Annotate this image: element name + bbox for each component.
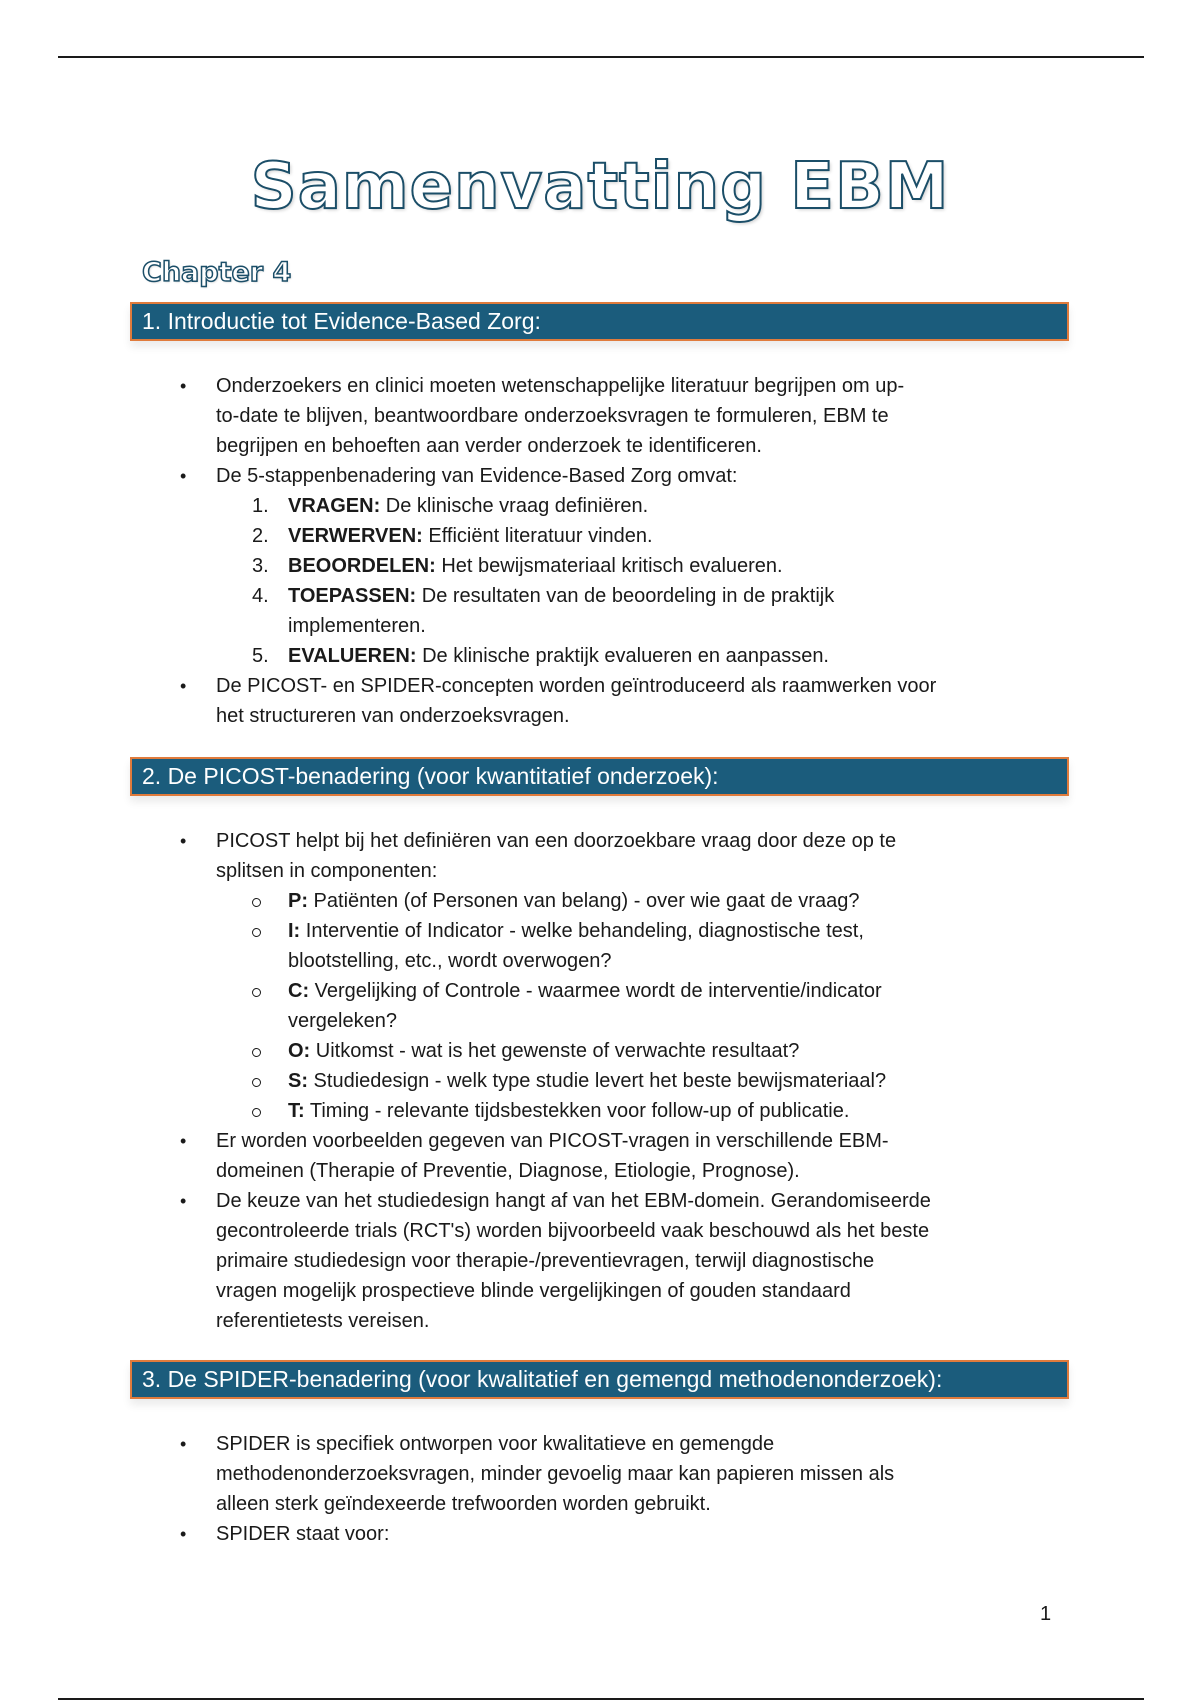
picost-term: S: bbox=[288, 1070, 308, 1092]
picost-item bbox=[0, 976, 1200, 1006]
bullet: • bbox=[180, 1434, 187, 1454]
step-term: EVALUEREN: bbox=[288, 645, 417, 667]
bullet: • bbox=[180, 1131, 187, 1151]
page-title: Samenvatting EBM bbox=[250, 150, 950, 224]
bullet-text-line: De 5-stappenbenadering van Evidence-Based Zorg omvat: bbox=[216, 465, 738, 487]
step-number: 3. bbox=[252, 555, 269, 577]
circle-bullet-icon bbox=[252, 988, 261, 997]
step-text: Het bewijsmateriaal kritisch evalueren. bbox=[435, 555, 783, 577]
section-header-2: 2. De PICOST-benadering (voor kwantitatief onderzoek): bbox=[130, 757, 1069, 796]
bullet-text-line: Er worden voorbeelden gegeven van PICOST-vragen in verschillende EBM- bbox=[216, 1130, 889, 1152]
bullet: • bbox=[180, 1524, 187, 1544]
picost-item bbox=[0, 916, 1200, 946]
step-item bbox=[0, 551, 1200, 581]
step-text: De resultaten van de beoordeling in de praktijk bbox=[416, 585, 835, 607]
bullet-text-line: begrijpen en behoeften aan verder onderzoek te identificeren. bbox=[216, 435, 762, 457]
bullet-text-line: domeinen (Therapie of Preventie, Diagnose, Etiologie, Prognose). bbox=[216, 1160, 800, 1182]
chapter-heading: Chapter 4 bbox=[142, 257, 292, 288]
bullet: • bbox=[180, 676, 187, 696]
list-item bbox=[0, 826, 1200, 856]
step-text: De klinische vraag definiëren. bbox=[380, 495, 649, 517]
top-rule bbox=[58, 56, 1144, 58]
bullet: • bbox=[180, 466, 187, 486]
section-3-body bbox=[0, 1429, 1200, 1549]
bullet-text-line: SPIDER is specifiek ontworpen voor kwalitatieve en gemengde bbox=[216, 1433, 775, 1455]
step-number: 5. bbox=[252, 645, 269, 667]
bullet-text-line: SPIDER staat voor: bbox=[216, 1523, 390, 1545]
step-term: VERWERVEN: bbox=[288, 525, 423, 547]
picost-text: Studiedesign - welk type studie levert het beste bewijsmateriaal? bbox=[308, 1070, 887, 1092]
picost-item bbox=[0, 1036, 1200, 1066]
bullet-text-line: to-date te blijven, beantwoordbare onderzoeksvragen te formuleren, EBM te bbox=[216, 405, 889, 427]
picost-item bbox=[0, 1096, 1200, 1126]
step-number: 1. bbox=[252, 495, 269, 517]
picost-term: P: bbox=[288, 890, 308, 912]
bullet-text-line: Onderzoekers en clinici moeten wetenschappelijke literatuur begrijpen om up- bbox=[216, 375, 905, 397]
list-item bbox=[0, 461, 1200, 491]
list-item bbox=[0, 1186, 1200, 1216]
bullet-text-line: PICOST helpt bij het definiëren van een doorzoekbare vraag door deze op te bbox=[216, 830, 897, 852]
bullet: • bbox=[180, 831, 187, 851]
list-item bbox=[0, 1519, 1200, 1549]
picost-text: Timing - relevante tijdsbestekken voor follow-up of publicatie. bbox=[304, 1100, 850, 1122]
bullet-text-line: vragen mogelijk prospectieve blinde vergelijkingen of gouden standaard bbox=[216, 1280, 851, 1302]
bullet-text-line: primaire studiedesign voor therapie-/preventievragen, terwijl diagnostische bbox=[216, 1250, 875, 1272]
bullet-text-line: De keuze van het studiedesign hangt af van het EBM-domein. Gerandomiseerde bbox=[216, 1190, 931, 1212]
picost-item bbox=[0, 886, 1200, 916]
step-text-continued: implementeren. bbox=[288, 615, 426, 637]
circle-bullet-icon bbox=[252, 928, 261, 937]
section-header-3: 3. De SPIDER-benadering (voor kwalitatief en gemengd methodenonderzoek): bbox=[130, 1360, 1069, 1399]
picost-term: I: bbox=[288, 920, 301, 942]
circle-bullet-icon bbox=[252, 898, 261, 907]
bullet-text-line: splitsen in componenten: bbox=[216, 860, 438, 882]
step-number: 4. bbox=[252, 585, 269, 607]
picost-item bbox=[0, 1066, 1200, 1096]
step-text: De klinische praktijk evalueren en aanpassen. bbox=[416, 645, 829, 667]
picost-term: O: bbox=[288, 1040, 311, 1062]
list-item bbox=[0, 1126, 1200, 1156]
bullet: • bbox=[180, 1191, 187, 1211]
step-term: BEOORDELEN: bbox=[288, 555, 436, 577]
picost-text-continued: blootstelling, etc., wordt overwogen? bbox=[288, 950, 612, 972]
list-item bbox=[0, 671, 1200, 701]
step-item bbox=[0, 521, 1200, 551]
circle-bullet-icon bbox=[252, 1078, 261, 1087]
list-item bbox=[0, 371, 1200, 401]
step-term: VRAGEN: bbox=[288, 495, 381, 517]
picost-term: C: bbox=[288, 980, 310, 1002]
list-item bbox=[0, 1429, 1200, 1459]
picost-text: Vergelijking of Controle - waarmee wordt de interventie/indicator bbox=[309, 980, 882, 1002]
bullet: • bbox=[180, 376, 187, 396]
picost-text: Patiënten (of Personen van belang) - over wie gaat de vraag? bbox=[308, 890, 860, 912]
bullet-text-line: De PICOST- en SPIDER-concepten worden geïntroduceerd als raamwerken voor bbox=[216, 675, 937, 697]
step-number: 2. bbox=[252, 525, 269, 547]
bullet-text-line: alleen sterk geïndexeerde trefwoorden worden gebruikt. bbox=[216, 1493, 711, 1515]
bullet-text-line: referentietests vereisen. bbox=[216, 1310, 430, 1332]
section-1-body bbox=[0, 371, 1200, 731]
step-item bbox=[0, 641, 1200, 671]
picost-term: T: bbox=[288, 1100, 305, 1122]
bullet-text-line: het structureren van onderzoeksvragen. bbox=[216, 705, 570, 727]
page-number: 1 bbox=[1040, 1603, 1052, 1625]
bullet-text-line: methodenonderzoeksvragen, minder gevoelig maar kan papieren missen als bbox=[216, 1463, 895, 1485]
step-item bbox=[0, 581, 1200, 611]
circle-bullet-icon bbox=[252, 1108, 261, 1117]
step-term: TOEPASSEN: bbox=[288, 585, 417, 607]
picost-text: Uitkomst - wat is het gewenste of verwachte resultaat? bbox=[310, 1040, 800, 1062]
bullet-text-line: gecontroleerde trials (RCT's) worden bijvoorbeeld vaak beschouwd als het beste bbox=[216, 1220, 930, 1242]
step-item bbox=[0, 491, 1200, 521]
circle-bullet-icon bbox=[252, 1048, 261, 1057]
section-2-body bbox=[0, 826, 1200, 1336]
step-text: Efficiënt literatuur vinden. bbox=[422, 525, 653, 547]
section-header-1: 1. Introductie tot Evidence-Based Zorg: bbox=[130, 302, 1069, 341]
picost-text: Interventie of Indicator - welke behandeling, diagnostische test, bbox=[300, 920, 864, 942]
picost-text-continued: vergeleken? bbox=[288, 1010, 397, 1032]
